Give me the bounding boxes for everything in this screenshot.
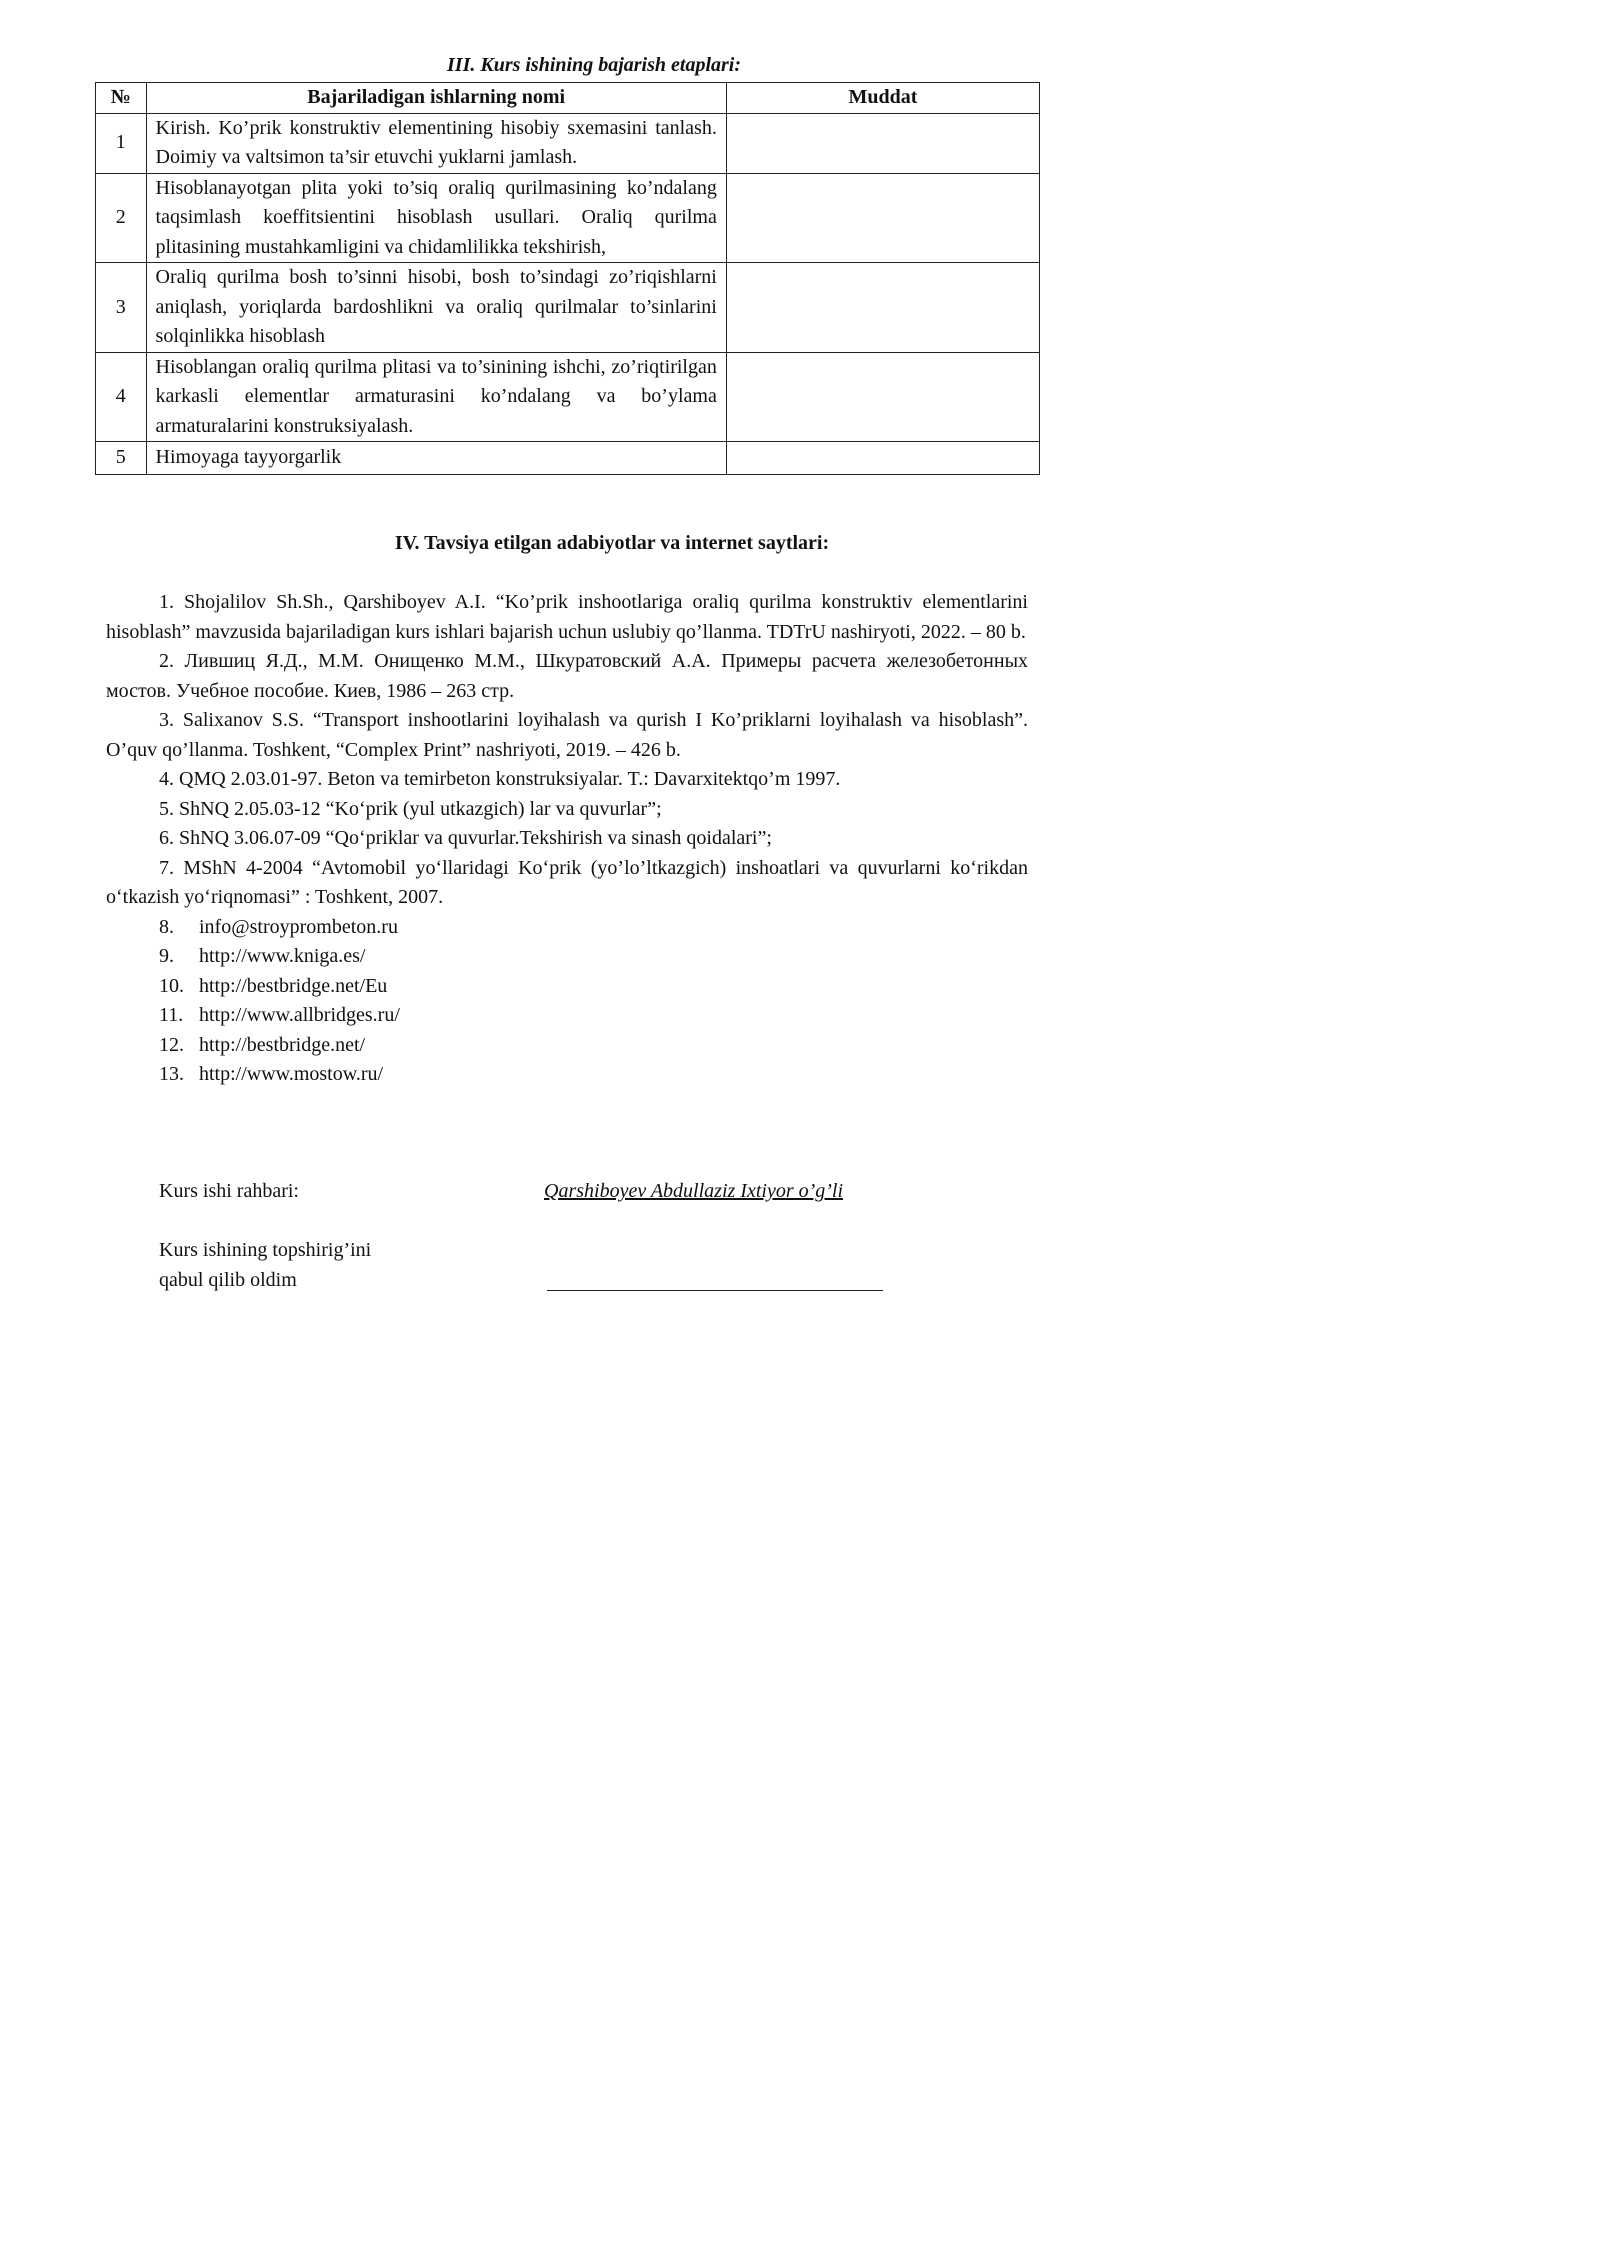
accepted-label-line1: Kurs ishining topshirig’ini [159,1239,372,1261]
stages-table [95,82,1040,475]
table-row [96,173,1040,263]
row-deadline [726,113,1039,173]
reference-link[interactable]: http://www.kniga.es/ [199,945,366,967]
row-deadline [726,442,1039,475]
row-number: 2 [96,173,147,263]
link-number: 13. [159,1063,184,1085]
reference-item: 2. Лившиц Я.Д., М.М. Онищенко М.М., Шкуратовский А.А. Примеры расчета железобетонных мостов. Учебное пособие. Киев, 1986 – 263 стр. [106,650,1028,702]
reference-link[interactable]: http://www.allbridges.ru/ [199,1004,400,1026]
row-task-name: Oraliq qurilma bosh to’sinni hisobi, bosh to’sindagi zo’riqishlarni aniqlash, yoriqlarda bardoshlikni va oraliq qurilmalar to’sinlarini solqinlikka hisoblash [146,263,726,353]
row-deadline [726,352,1039,442]
reference-list [106,588,1028,1090]
reference-link-item [106,972,1028,1002]
link-number: 8. [159,915,174,938]
link-number: 9. [159,945,174,967]
header-deadline: Muddat [726,83,1039,114]
reference-link-item [106,1031,1028,1061]
reference-item: 6. ShNQ 3.06.07-09 “Qo‘priklar va quvurlar.Tekshirish va sinash qoidalari”; [159,827,772,849]
reference-item: 7. MShN 4-2004 “Avtomobil yo‘llaridagi Ko‘prik (yo’lo’ltkazgich) inshoatlari va quvurlarni ko‘rikdan o‘tkazish yo‘riqnomasi” : Toshkent, 2007. [106,856,1028,908]
row-number: 3 [96,263,147,353]
table-row [96,352,1040,442]
accepted-label [159,1236,371,1295]
reference-item: 4. QMQ 2.03.01-97. Beton va temirbeton konstruksiyalar. T.: Davarxitektqo’m 1997. [159,768,841,790]
row-deadline [726,173,1039,263]
row-number: 1 [96,113,147,173]
section-3-title: III. Kurs ishining bajarish etaplari: [447,54,741,76]
row-number: 5 [96,442,147,475]
reference-link[interactable]: http://bestbridge.net/Eu [199,974,388,997]
reference-item: 1. Shojalilov Sh.Sh., Qarshiboyev A.I. “Ko’prik inshootlariga oraliq qurilma konstruktiv elementlarini hisoblash” mavzusida bajariladigan kurs ishlari bajarish uchun uslubiy qo’llanma. TDTrU nashiryoti, 2022. – 80 b. [106,591,1028,643]
signature-line [547,1290,883,1291]
row-deadline [726,263,1039,353]
reference-link-item [106,913,1028,943]
reference-link[interactable]: info@stroyprombeton.ru [199,915,398,938]
table-row [96,442,1040,475]
row-task-name: Kirish. Ko’prik konstruktiv elementining hisobiy sxemasini tanlash. Doimiy va valtsimon ta’sir etuvchi yuklarni jamlash. [146,113,726,173]
supervisor-label: Kurs ishi rahbari: [159,1180,299,1202]
table-row [96,113,1040,173]
header-number: № [96,83,147,114]
row-task-name: Himoyaga tayyorgarlik [146,442,726,475]
supervisor-name: Qarshiboyev Abdullaziz Ixtiyor o’g’li [544,1180,844,1202]
accepted-label-line2: qabul qilib oldim [159,1268,297,1291]
reference-item: 3. Salixanov S.S. “Transport inshootlarini loyihalash va qurish I Ko’priklarni loyihalash va hisoblash”. O’quv qo’llanma. Toshkent, “Complex Print” nashriyoti, 2019. – 426 b. [106,709,1028,761]
table-header-row [96,83,1040,114]
reference-link-item [106,1001,1028,1031]
reference-item: 5. ShNQ 2.05.03-12 “Ko‘prik (yul utkazgich) lar va quvurlar”; [159,797,662,820]
link-number: 12. [159,1033,184,1056]
link-number: 10. [159,974,184,997]
link-number: 11. [159,1004,184,1026]
row-number: 4 [96,352,147,442]
reference-link[interactable]: http://www.mostow.ru/ [199,1063,384,1085]
reference-link-item [106,1060,1028,1090]
header-task-name: Bajariladigan ishlarning nomi [146,83,726,114]
table-row [96,263,1040,353]
reference-link[interactable]: http://bestbridge.net/ [199,1033,366,1056]
row-task-name: Hisoblangan oraliq qurilma plitasi va to’sinining ishchi, zo’riqtirilgan karkasli elementlar armaturasini ko’ndalang va bo’ylama armaturalarini konstruksiyalash. [146,352,726,442]
row-task-name: Hisoblanayotgan plita yoki to’siq oraliq qurilmasining ko’ndalang taqsimlash koeffitsientini hisoblash usullari. Oraliq qurilma plitasining mustahkamligini va chidamlilikka tekshirish, [146,173,726,263]
reference-link-item [106,942,1028,972]
section-4-title: IV. Tavsiya etilgan adabiyotlar va internet saytlari: [394,532,830,554]
